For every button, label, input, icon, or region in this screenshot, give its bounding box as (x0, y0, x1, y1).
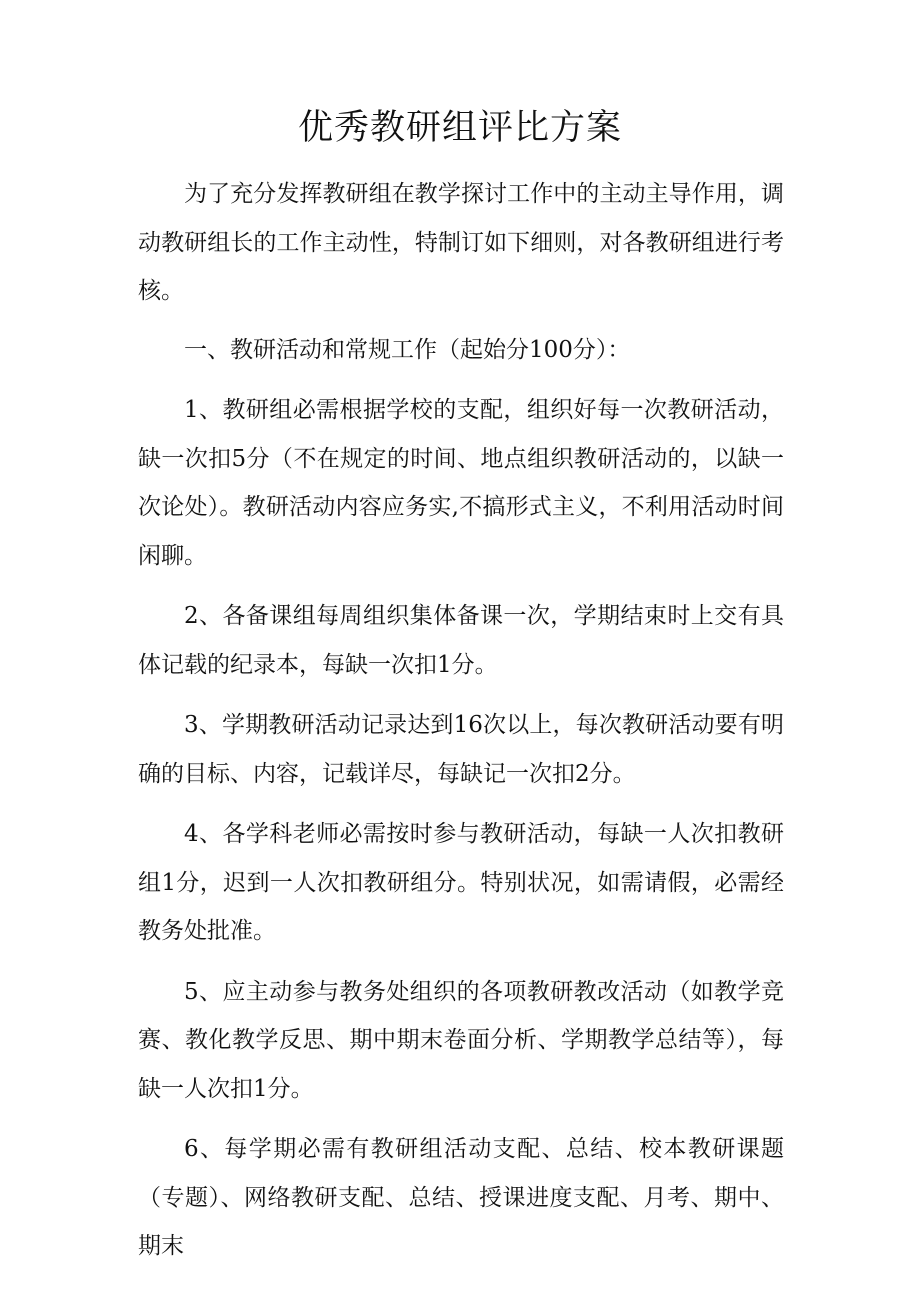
rule-item-5: 5、应主动参与教务处组织的各项教研教改活动（如教学竞赛、教化教学反思、期中期末卷面分析、学期教学总结等），每缺一人次扣1分。 (138, 978, 784, 1102)
section-heading-1: 一、教研活动和常规工作（起始分100分）： (184, 336, 631, 363)
rule-item-2: 2、各备课组每周组织集体备课一次，学期结束时上交有具体记载的纪录本，每缺一次扣1分。 (138, 603, 784, 678)
rule-item-1: 1、教研组必需根据学校的支配，组织好每一次教研活动，缺一次扣5分（不在规定的时间、地点组织教研活动的，以缺一次论处）。教研活动内容应务实,不搞形式主义，不利用活动时间闲聊。 (138, 397, 784, 569)
intro-paragraph: 为了充分发挥教研组在教学探讨工作中的主动主导作用，调动教研组长的工作主动性，特制订如下细则，对各教研组进行考核。 (138, 181, 784, 304)
document-body (138, 170, 784, 1271)
rule-item-6: 6、每学期必需有教研组活动支配、总结、校本教研课题（专题）、网络教研支配、总结、授课进度支配、月考、期中、期末 (138, 1136, 784, 1259)
rule-item-4: 4、各学科老师必需按时参与教研活动，每缺一人次扣教研组1分，迟到一人次扣教研组分。特别状况，如需请假，必需经教务处批准。 (138, 821, 784, 944)
document-title: 优秀教研组评比方案 (297, 108, 622, 148)
rule-item-3: 3、学期教研活动记录达到16次以上，每次教研活动要有明确的目标、内容，记载详尽，每缺记一次扣2分。 (138, 712, 784, 787)
